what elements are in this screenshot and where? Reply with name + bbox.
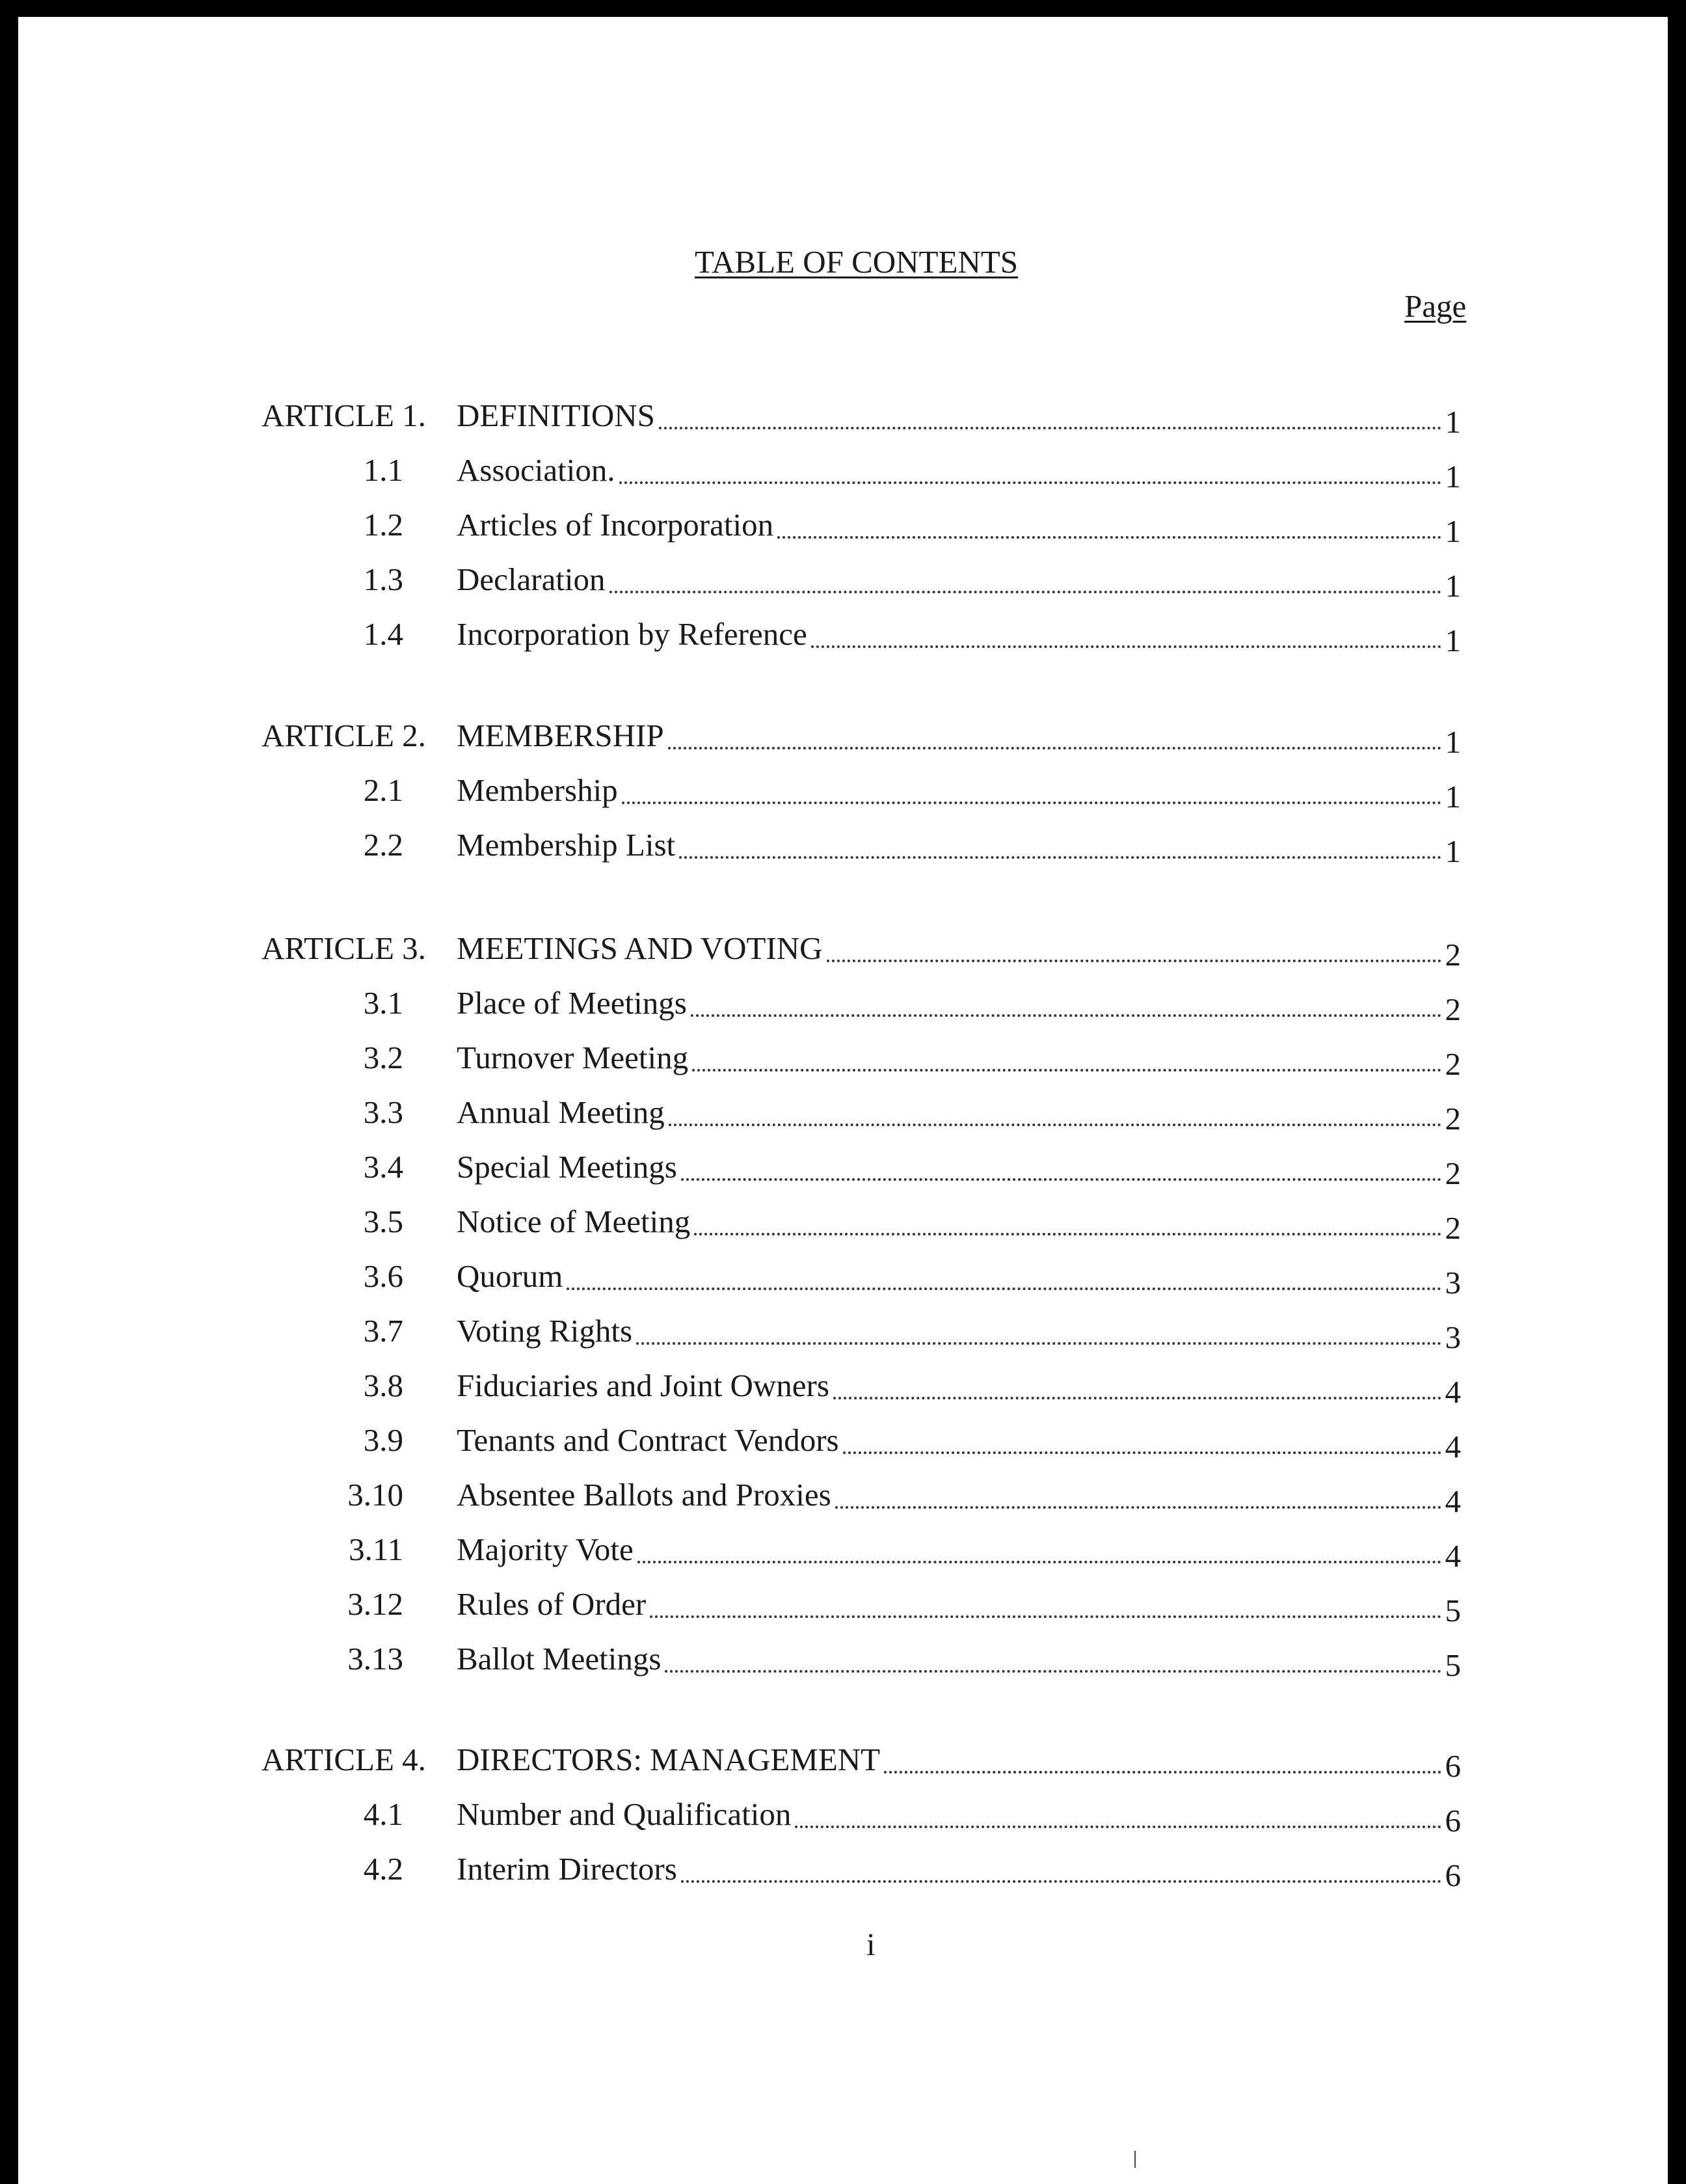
section-title: Absentee Ballots and Proxies bbox=[457, 1477, 831, 1513]
dot-leader bbox=[691, 1014, 1441, 1017]
section-page-number: 4 bbox=[1445, 1483, 1461, 1519]
article-number: ARTICLE 3. bbox=[261, 930, 426, 966]
section-title: Membership List bbox=[457, 827, 676, 863]
section-page-number: 2 bbox=[1445, 1155, 1461, 1191]
article-number: ARTICLE 1. bbox=[261, 398, 426, 433]
article-title: MEETINGS AND VOTING bbox=[457, 930, 823, 966]
section-title: Notice of Meeting bbox=[457, 1204, 691, 1239]
toc-section-row bbox=[306, 1042, 1461, 1081]
section-number: 3.12 bbox=[347, 1586, 403, 1622]
section-title: Fiduciaries and Joint Owners bbox=[457, 1368, 829, 1403]
toc-section-row bbox=[306, 1260, 1461, 1299]
dot-leader bbox=[637, 1561, 1441, 1563]
page-column-heading: Page bbox=[1404, 288, 1467, 324]
section-number: 3.13 bbox=[347, 1641, 403, 1677]
section-title: Voting Rights bbox=[457, 1313, 633, 1349]
section-title: Membership bbox=[457, 772, 618, 808]
section-page-number: 4 bbox=[1445, 1374, 1461, 1410]
toc-section-row bbox=[306, 1424, 1461, 1463]
section-title: Incorporation by Reference bbox=[457, 616, 807, 652]
dot-leader bbox=[681, 1880, 1441, 1883]
dot-leader bbox=[811, 645, 1441, 648]
section-page-number: 1 bbox=[1445, 623, 1461, 658]
section-number: 3.8 bbox=[363, 1368, 403, 1403]
toc-section-row bbox=[306, 1853, 1461, 1892]
dot-leader bbox=[659, 427, 1441, 429]
toc-section-row bbox=[306, 1533, 1461, 1572]
toc-section-row bbox=[306, 1588, 1461, 1627]
section-page-number: 1 bbox=[1445, 568, 1461, 604]
section-page-number: 1 bbox=[1445, 513, 1461, 549]
section-title: Ballot Meetings bbox=[457, 1641, 662, 1677]
dot-leader bbox=[681, 1178, 1441, 1181]
dot-leader bbox=[777, 536, 1441, 539]
section-title: Number and Qualification bbox=[457, 1796, 792, 1832]
dot-leader bbox=[609, 591, 1441, 593]
section-number: 3.2 bbox=[363, 1040, 403, 1075]
toc-section-row bbox=[306, 1479, 1461, 1518]
article-title: DEFINITIONS bbox=[457, 398, 655, 433]
dot-leader bbox=[679, 856, 1441, 859]
toc-article-row bbox=[261, 399, 1461, 438]
section-number: 4.1 bbox=[363, 1796, 403, 1832]
dot-leader bbox=[884, 1771, 1441, 1773]
section-title: Tenants and Contract Vendors bbox=[457, 1422, 839, 1458]
section-number: 2.1 bbox=[363, 772, 403, 808]
section-title: Declaration bbox=[457, 561, 606, 597]
dot-leader bbox=[833, 1397, 1441, 1399]
section-number: 3.4 bbox=[363, 1149, 403, 1185]
article-title: MEMBERSHIP bbox=[457, 718, 664, 753]
section-number: 3.9 bbox=[363, 1422, 403, 1458]
toc-section-row bbox=[306, 509, 1461, 548]
section-number: 3.10 bbox=[347, 1477, 403, 1513]
section-number: 3.3 bbox=[363, 1094, 403, 1130]
section-number: 3.11 bbox=[349, 1531, 403, 1567]
section-number: 1.4 bbox=[363, 616, 403, 652]
page-number-footer: i bbox=[866, 1926, 876, 1962]
section-title: Majority Vote bbox=[457, 1531, 634, 1567]
section-title: Special Meetings bbox=[457, 1149, 677, 1185]
toc-section-row bbox=[306, 1798, 1461, 1837]
toc-section-row bbox=[306, 987, 1461, 1026]
section-page-number: 4 bbox=[1445, 1538, 1461, 1574]
section-number: 4.2 bbox=[363, 1851, 403, 1887]
section-title: Turnover Meeting bbox=[457, 1040, 689, 1075]
article-number: ARTICLE 2. bbox=[261, 718, 426, 753]
article-title: DIRECTORS: MANAGEMENT bbox=[457, 1742, 881, 1777]
article-page-number: 2 bbox=[1445, 937, 1461, 973]
dot-leader bbox=[650, 1615, 1441, 1618]
article-page-number: 1 bbox=[1445, 404, 1461, 440]
dot-leader bbox=[668, 747, 1441, 749]
section-title: Place of Meetings bbox=[457, 985, 687, 1021]
section-title: Interim Directors bbox=[457, 1851, 677, 1887]
section-title: Rules of Order bbox=[457, 1586, 647, 1622]
toc-section-row bbox=[306, 1151, 1461, 1190]
toc-article-row bbox=[261, 932, 1461, 971]
toc-section-row bbox=[306, 1315, 1461, 1354]
section-page-number: 2 bbox=[1445, 1046, 1461, 1082]
dot-leader bbox=[843, 1451, 1441, 1454]
section-page-number: 2 bbox=[1445, 1101, 1461, 1137]
dot-leader bbox=[665, 1670, 1441, 1673]
section-number: 1.2 bbox=[363, 507, 403, 543]
dot-leader bbox=[636, 1342, 1441, 1345]
article-number: ARTICLE 4. bbox=[261, 1742, 426, 1777]
toc-section-row bbox=[306, 1206, 1461, 1245]
section-page-number: 3 bbox=[1445, 1265, 1461, 1301]
section-page-number: 6 bbox=[1445, 1803, 1461, 1839]
toc-section-row bbox=[306, 829, 1461, 868]
dot-leader bbox=[567, 1287, 1441, 1290]
document-title: TABLE OF CONTENTS bbox=[695, 244, 1018, 280]
dot-leader bbox=[795, 1826, 1441, 1828]
section-page-number: 2 bbox=[1445, 1210, 1461, 1246]
section-number: 1.1 bbox=[363, 452, 403, 488]
dot-leader bbox=[669, 1124, 1441, 1126]
section-number: 3.6 bbox=[363, 1258, 403, 1294]
section-number: 1.3 bbox=[363, 561, 403, 597]
dot-leader bbox=[622, 802, 1441, 804]
dot-leader bbox=[619, 481, 1441, 484]
dot-leader bbox=[835, 1506, 1441, 1509]
section-title: Articles of Incorporation bbox=[457, 507, 774, 543]
section-page-number: 1 bbox=[1445, 833, 1461, 869]
toc-section-row bbox=[306, 563, 1461, 602]
section-number: 2.2 bbox=[363, 827, 403, 863]
section-number: 3.5 bbox=[363, 1204, 403, 1239]
scan-artifact bbox=[1134, 2151, 1136, 2168]
toc-section-row bbox=[306, 1369, 1461, 1409]
section-title: Annual Meeting bbox=[457, 1094, 665, 1130]
section-page-number: 6 bbox=[1445, 1857, 1461, 1893]
document-page bbox=[18, 17, 1668, 2184]
toc-section-row bbox=[306, 1096, 1461, 1135]
section-title: Quorum bbox=[457, 1258, 563, 1294]
dot-leader bbox=[827, 960, 1441, 962]
section-page-number: 3 bbox=[1445, 1319, 1461, 1355]
section-number: 3.7 bbox=[363, 1313, 403, 1349]
article-page-number: 1 bbox=[1445, 724, 1461, 760]
section-page-number: 1 bbox=[1445, 779, 1461, 815]
section-page-number: 4 bbox=[1445, 1429, 1461, 1464]
article-page-number: 6 bbox=[1445, 1748, 1461, 1784]
dot-leader bbox=[694, 1233, 1441, 1235]
toc-section-row bbox=[306, 454, 1461, 493]
toc-article-row bbox=[261, 1744, 1461, 1783]
dot-leader bbox=[692, 1069, 1441, 1072]
toc-section-row bbox=[306, 774, 1461, 813]
toc-section-row bbox=[306, 1643, 1461, 1682]
section-number: 3.1 bbox=[363, 985, 403, 1021]
section-title: Association. bbox=[457, 452, 615, 488]
section-page-number: 5 bbox=[1445, 1593, 1461, 1628]
toc-article-row bbox=[261, 720, 1461, 759]
section-page-number: 1 bbox=[1445, 459, 1461, 494]
section-page-number: 2 bbox=[1445, 991, 1461, 1027]
toc-section-row bbox=[306, 618, 1461, 657]
section-page-number: 5 bbox=[1445, 1647, 1461, 1683]
